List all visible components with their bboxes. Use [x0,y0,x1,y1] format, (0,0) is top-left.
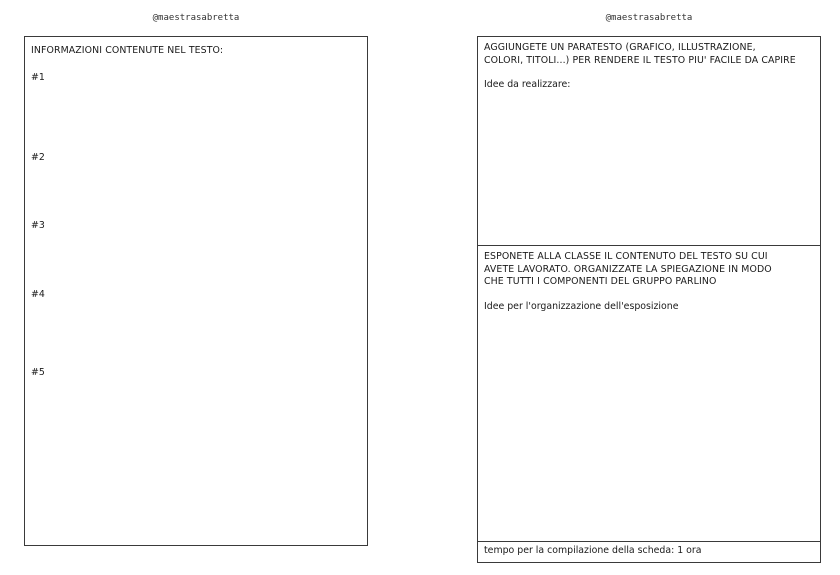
info-item-1: #1 [31,72,45,83]
presentation-subheading: Idee per l'organizzazione dell'esposizione [484,300,679,312]
info-item-4: #4 [31,289,45,300]
presentation-heading-line-2: AVETE LAVORATO. ORGANIZZATE LA SPIEGAZIONE IN MODO [484,263,772,275]
presentation-heading-line-3: CHE TUTTI I COMPONENTI DEL GRUPPO PARLINO [484,276,717,287]
presentation-section [478,245,820,541]
time-note: tempo per la compilazione della scheda: 1 ora [484,545,702,556]
paratext-heading-line-2: COLORI, TITOLI...) PER RENDERE IL TESTO PIU' FACILE DA CAPIRE [484,54,796,66]
info-panel [24,36,368,546]
time-note-section [478,541,820,562]
presentation-heading-line-1: ESPONETE ALLA CLASSE IL CONTENUTO DEL TESTO SU CUI [484,251,768,262]
info-item-3: #3 [31,220,45,231]
activity-panel [477,36,821,563]
info-item-5: #5 [31,367,45,378]
paratext-subheading: Idee da realizzare: [484,79,571,90]
author-handle-right: @maestrasabretta [605,13,693,23]
paratext-heading-line-1: AGGIUNGETE UN PARATESTO (GRAFICO, ILLUSTRAZIONE, [484,42,756,53]
paratext-section [478,37,820,245]
author-handle-left: @maestrasabretta [152,13,240,23]
info-panel-heading: INFORMAZIONI CONTENUTE NEL TESTO: [31,45,224,56]
info-item-2: #2 [31,152,45,163]
